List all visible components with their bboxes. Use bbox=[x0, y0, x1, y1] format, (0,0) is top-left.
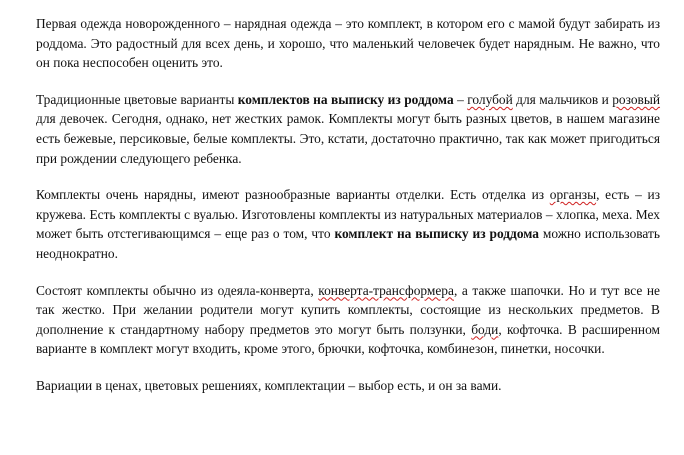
spellcheck-flagged-word: конверта-трансформера bbox=[318, 282, 454, 298]
paragraph-3 bbox=[36, 185, 660, 263]
spellcheck-flagged-word: розовый bbox=[612, 91, 661, 107]
spellcheck-flagged-word: голубой bbox=[467, 91, 513, 107]
text-run: Состоят комплекты обычно из одеяла-конверта, bbox=[36, 282, 319, 298]
spellcheck-flagged-word: органзы bbox=[549, 187, 597, 203]
text-run: Комплекты очень нарядны, имеют разнообразные варианты отделки. Есть отделка из bbox=[36, 187, 550, 203]
text-run: можно использовать неоднократно. bbox=[36, 226, 660, 261]
text-run: Вариации в ценах, цветовых решениях, комплектации – выбор есть, и он за вами. bbox=[36, 377, 502, 393]
paragraph-5 bbox=[36, 376, 660, 396]
text-run: , кофточка. В расширенном варианте в комплект могут входить, кроме этого, брючки, кофточка, комбинезон, пинетки, носочки. bbox=[36, 321, 660, 357]
bold-text-run: комплектов на выписку из роддома bbox=[237, 91, 454, 107]
text-run: Первая одежда новорожденного – нарядная одежда – это комплект, в котором его с мамой будут забирать из роддома. Это радостный для всех день, и хорошо, что маленький человечек будет нарядным. Не важно, что он пока неспособен оценить это. bbox=[36, 16, 660, 71]
paragraph-4 bbox=[36, 281, 660, 359]
text-run: , а также шапочки. Но и тут все не так жестко. При желании родители могут купить комплекты, состоящие из нескольких предметов. В дополнение к стандартному набору предметов это могут быть ползунки, bbox=[36, 282, 660, 337]
bold-text-run: комплект на выписку из роддома bbox=[334, 226, 539, 242]
text-run: для девочек. Сегодня, однако, нет жестких рамок. Комплекты могут быть разных цветов, в нашем магазине есть бежевые, персиковые, белые комплекты. Это, кстати, достаточно практично, так как может пригодиться при рождении следующего ребенка. bbox=[36, 111, 660, 166]
text-run: , есть – из кружева. Есть комплекты с вуалью. Изготовлены комплекты из натуральных материалов – хлопка, меха. Мех может быть отстегивающимся – еще раз о том, что bbox=[36, 187, 660, 242]
text-run: Традиционные цветовые варианты bbox=[36, 91, 238, 107]
text-run: – bbox=[453, 91, 468, 107]
text-run: для мальчиков и bbox=[512, 91, 613, 107]
document-body bbox=[36, 14, 660, 396]
paragraph-2 bbox=[36, 90, 660, 168]
paragraph-1 bbox=[36, 14, 660, 73]
spellcheck-flagged-word: боди bbox=[471, 321, 499, 337]
